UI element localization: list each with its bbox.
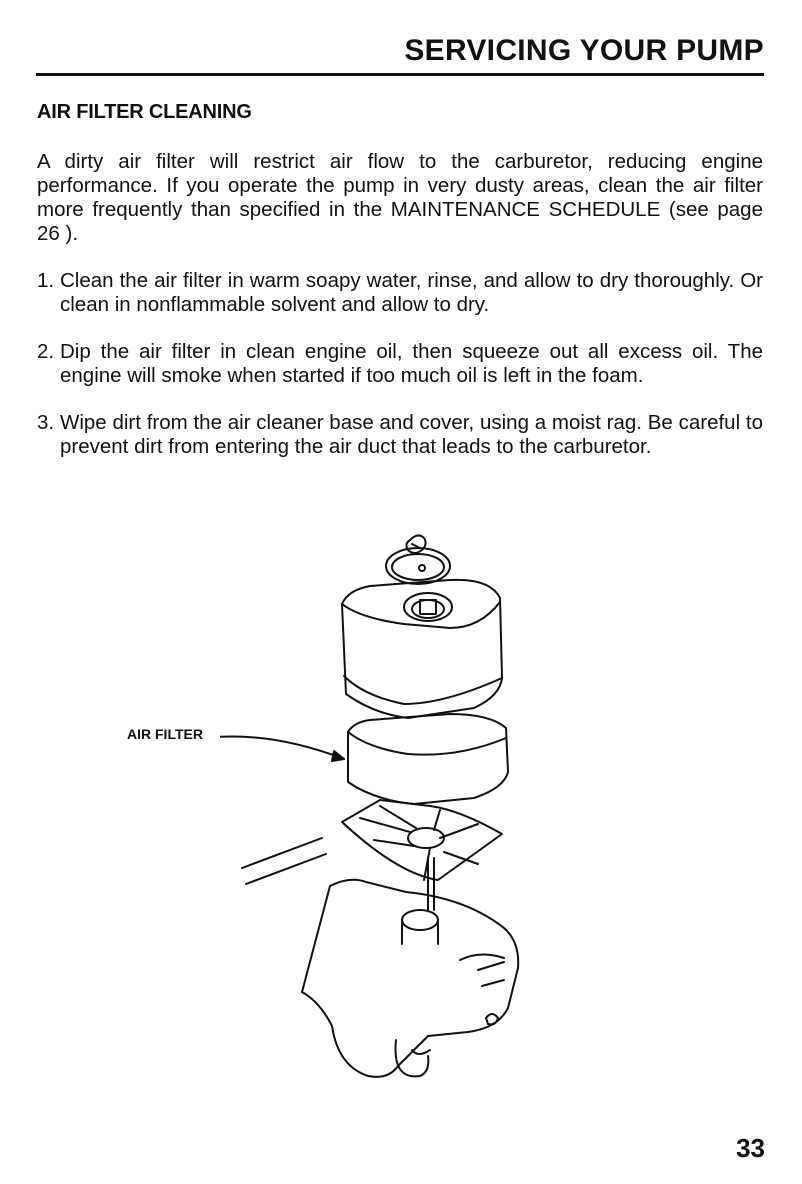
step-item bbox=[37, 340, 763, 388]
steps-list bbox=[37, 269, 763, 482]
step-number: 3. bbox=[37, 411, 55, 434]
step-item bbox=[37, 411, 763, 459]
step-text: Clean the air filter in warm soapy water, rinse, and allow to dry thoroughly. Or clean in nonflammable solvent and allow to dry. bbox=[60, 269, 763, 316]
callout-leader-arrow bbox=[220, 736, 344, 761]
step-text: Wipe dirt from the air cleaner base and cover, using a moist rag. Be careful to prevent dirt from entering the air duct that leads to the carburetor. bbox=[60, 411, 763, 458]
air-cleaner-exploded-illustration bbox=[220, 528, 540, 1088]
step-number: 2. bbox=[37, 340, 55, 363]
air-filter-element bbox=[348, 714, 508, 804]
engine-base bbox=[242, 838, 518, 1077]
intro-paragraph: A dirty air filter will restrict air flow to the carburetor, reducing engine performance. If you operate the pump in very dusty areas, clean the air filter more frequently than specified in the MAINTENANCE SCHEDULE (see page 26 ). bbox=[37, 150, 763, 245]
wing-nut bbox=[406, 535, 425, 553]
section-title: AIR FILTER CLEANING bbox=[37, 101, 252, 123]
mounting-stud bbox=[428, 858, 434, 910]
air-filter-callout-label: AIR FILTER bbox=[127, 726, 203, 742]
page-number: 33 bbox=[736, 1133, 765, 1163]
air-cleaner-cover bbox=[342, 580, 502, 718]
header-rule bbox=[36, 73, 764, 76]
page-header-title: SERVICING YOUR PUMP bbox=[404, 34, 764, 67]
air-cleaner-grid-plate bbox=[342, 800, 502, 880]
step-number: 1. bbox=[37, 269, 55, 292]
step-text: Dip the air filter in clean engine oil, then squeeze out all excess oil. The engine will smoke when started if too much oil is left in the foam. bbox=[60, 340, 763, 387]
cover-seal-washer bbox=[386, 548, 450, 584]
step-item bbox=[37, 269, 763, 317]
